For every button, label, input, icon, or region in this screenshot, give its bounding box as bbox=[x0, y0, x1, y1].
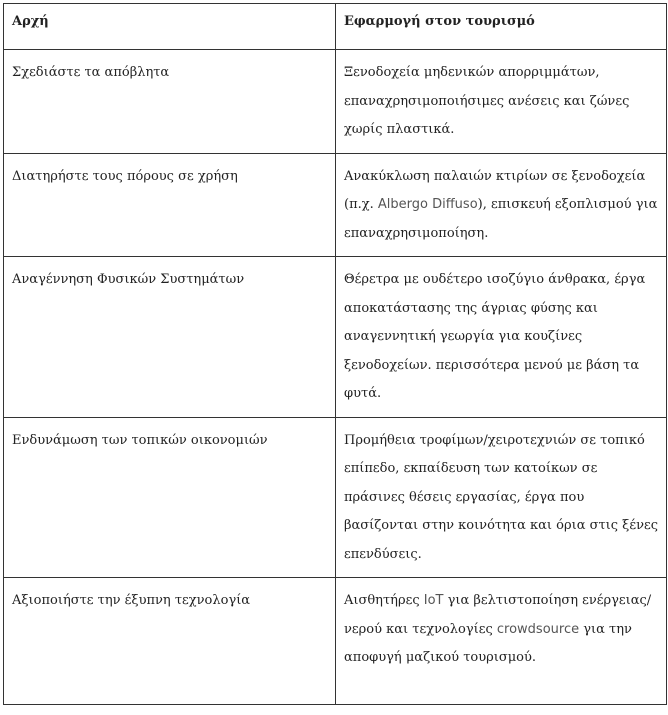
application-text: για την αποφυγή μαζικού τουρισμού. bbox=[344, 621, 632, 665]
application-cell: Θέρετρα με ουδέτερο ισοζύγιο άνθρακα, έργα αποκατάστασης της άγριας φύσης και αναγεννητική γεωργία για κουζίνες ξενοδοχείων. περισσότερα μενού με βάση τα φυτά. bbox=[336, 257, 667, 418]
application-cell: Προμήθεια τροφίμων/χειροτεχνιών σε τοπικό επίπεδο, εκπαίδευση των κατοίκων σε πράσινες θέσεις εργασίας, έργα που βασίζονται στην κοινότητα και όρια στις ξένες επενδύσεις. bbox=[336, 417, 667, 578]
application-cell: Ξενοδοχεία μηδενικών απορριμμάτων, επαναχρησιμοποιήσιμες ανέσεις και ζώνες χωρίς πλαστικά. bbox=[336, 50, 667, 154]
table-row bbox=[4, 50, 667, 154]
table-row bbox=[4, 257, 667, 418]
table-row bbox=[4, 417, 667, 578]
header-principle: Αρχή bbox=[4, 4, 336, 50]
application-cell bbox=[336, 578, 667, 705]
table-row bbox=[4, 153, 667, 257]
application-text: Αισθητήρες bbox=[344, 593, 424, 608]
application-latin-term: IoT bbox=[423, 593, 444, 608]
principles-table bbox=[3, 3, 667, 705]
application-latin-term: Albergo Diffuso bbox=[377, 197, 478, 212]
application-text: ), επισκευή εξοπλισμού για επαναχρησιμοποίηση. bbox=[344, 197, 658, 241]
application-text: για βελτιστοποίηση ενέργειας/νερού και τεχνολογίες bbox=[344, 593, 652, 637]
application-latin-term: crowdsource bbox=[496, 621, 580, 637]
table-row bbox=[4, 578, 667, 705]
application-text: Ανακύκλωση παλαιών κτιρίων σε ξενοδοχεία (π.χ. bbox=[344, 168, 646, 212]
application-cell bbox=[336, 153, 667, 257]
principle-cell: Αναγέννηση Φυσικών Συστημάτων bbox=[4, 257, 336, 418]
principle-cell: Σχεδιάστε τα απόβλητα bbox=[4, 50, 336, 154]
principle-cell: Αξιοποιήστε την έξυπνη τεχνολογία bbox=[4, 578, 336, 705]
table-header-row bbox=[4, 4, 667, 50]
principle-cell: Ενδυνάμωση των τοπικών οικονομιών bbox=[4, 417, 336, 578]
header-tourism-application: Εφαρμογή στον τουρισμό bbox=[336, 4, 667, 50]
principle-cell: Διατηρήστε τους πόρους σε χρήση bbox=[4, 153, 336, 257]
